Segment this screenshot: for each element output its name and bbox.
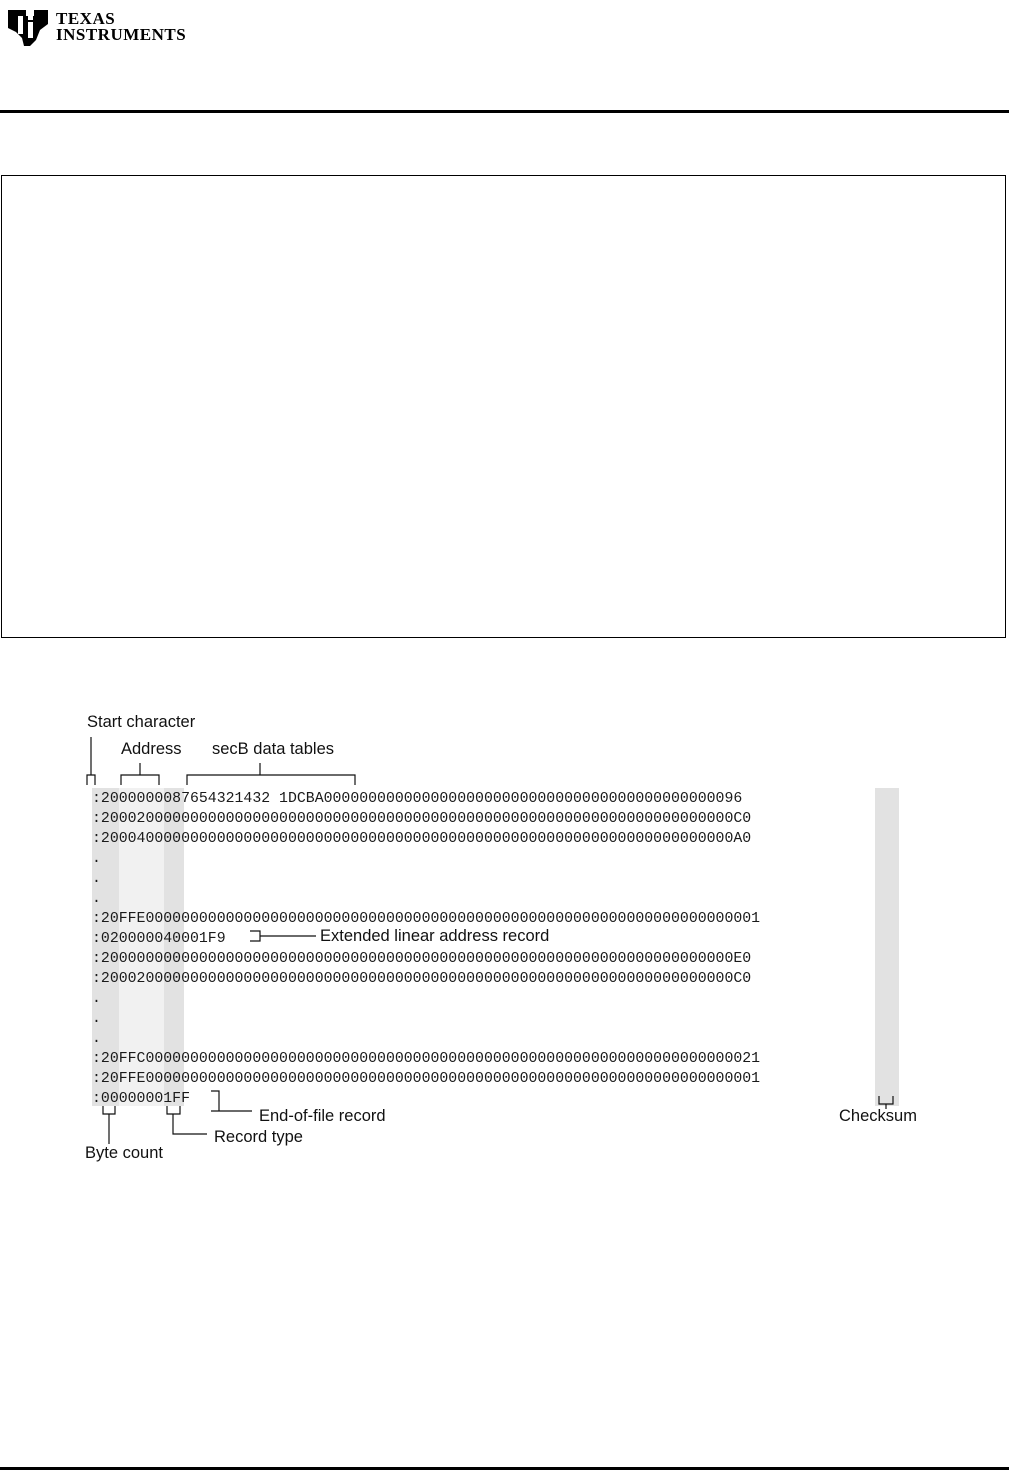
ellipsis-dot: . <box>92 991 101 1007</box>
end-of-file-bracket <box>211 1091 252 1111</box>
secb-data-tables-label: secB data tables <box>212 740 334 758</box>
hex-record: :20FFE000000000000000000000000000000000000000000000000000000000000000000001 <box>92 1071 761 1087</box>
extended-linear-address-record-label: Extended linear address record <box>320 927 550 945</box>
start-character-label: Start character <box>87 713 196 731</box>
hex-record: :20FFE000000000000000000000000000000000000000000000000000000000000000000001 <box>92 911 761 927</box>
record-type-bracket <box>167 1106 207 1134</box>
end-of-file-record-label: End-of-file record <box>259 1107 386 1125</box>
ellipsis-dot: . <box>92 851 101 867</box>
hex-record-extended-linear-address: :020000040001F9 <box>92 931 226 947</box>
brand-line-2: INSTRUMENTS <box>56 25 187 44</box>
ellipsis-dot: . <box>92 1011 101 1027</box>
address-bracket <box>121 763 159 785</box>
hex-record: :20002000000000000000000000000000000000000000000000000000000000000000000C0 <box>92 971 752 987</box>
hex-record: :20000000000000000000000000000000000000000000000000000000000000000000000E0 <box>92 951 752 967</box>
ellipsis-dot: . <box>92 871 101 887</box>
extended-linear-address-bracket <box>250 931 316 941</box>
byte-count-label: Byte count <box>85 1144 163 1162</box>
byte-count-bracket <box>103 1106 115 1144</box>
hex-record: :20004000000000000000000000000000000000000000000000000000000000000000000A0 <box>92 831 752 847</box>
brand-line-1: TEXAS <box>56 9 116 28</box>
record-type-label: Record type <box>214 1128 303 1146</box>
hex-record: :20002000000000000000000000000000000000000000000000000000000000000000000C0 <box>92 811 752 827</box>
hex-record-end-of-file: :00000001FF <box>92 1091 190 1107</box>
ellipsis-dot: . <box>92 891 101 907</box>
hex-record: :2000000087654321432 1DCBA00000000000000000000000000000000000000000000096 <box>92 791 743 807</box>
checksum-label: Checksum <box>839 1107 917 1125</box>
hex-record: :20FFC000000000000000000000000000000000000000000000000000000000000000000021 <box>92 1051 761 1067</box>
address-label: Address <box>121 740 182 758</box>
secb-data-tables-bracket <box>187 763 355 785</box>
ellipsis-dot: . <box>92 1031 101 1047</box>
start-character-bracket <box>87 737 95 785</box>
footer-rule <box>0 1467 1009 1470</box>
